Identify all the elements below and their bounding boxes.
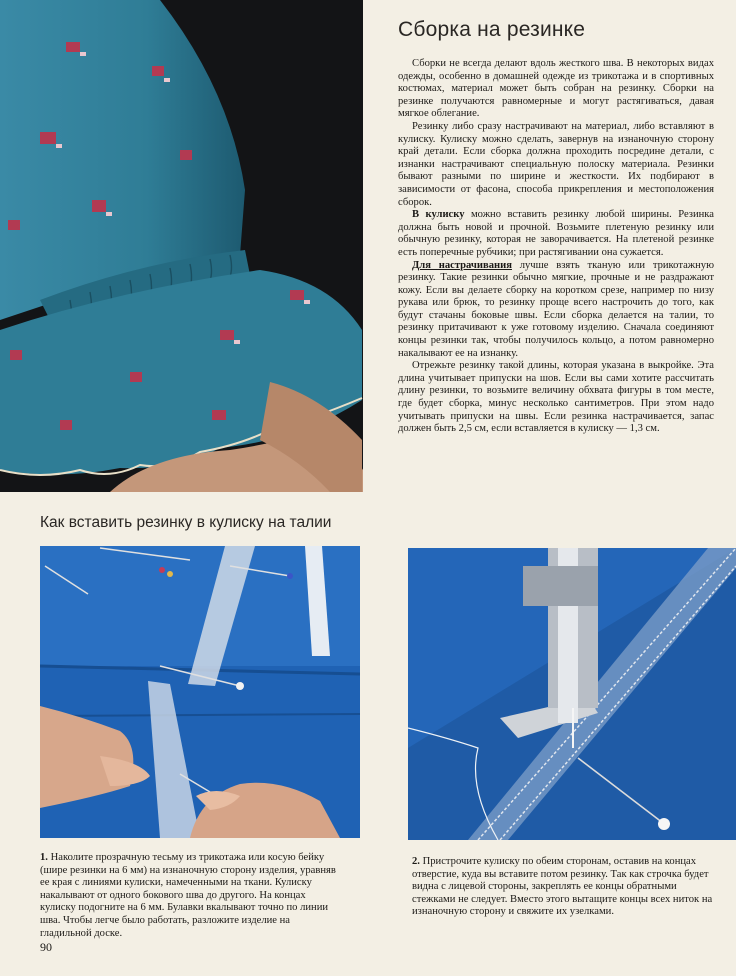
step2-caption [412, 856, 718, 919]
inline-term: Для настрачивания [412, 259, 512, 271]
paragraph-text: можно вставить резинку любой ширины. Резинка должна быть новой и прочной. Возьмите плетеную резинку или обычную резинку, которая не заворачивается. На плетеной резинке есть поперечные рубчики; при растягивании она сужается. [398, 209, 714, 258]
step-number: 2. [412, 856, 420, 867]
step-number: 1. [40, 852, 48, 863]
inline-term: В кулиску [412, 209, 465, 221]
paragraph [398, 209, 714, 259]
sleeve-gathering-photo [0, 0, 363, 492]
paragraph-text: лучше взять тканую или трикотажную резинку. Такие резинки обычно мягкие, прочные и не раздражают кожу. Если вы делаете сборку на коротком срезе, например по низу рукава или брюк, то резинку проще всего настрочить до того, как будут стачаны боковые швы. Если сборка делается на талии, то резинку притачивают к уже готовому изделию. Сначала соединяют концы резинки так, чтобы получилось кольцо, а потом равномерно накалывают ее на изнанку. [398, 259, 714, 359]
step2-sewing-photo [408, 548, 736, 840]
article-body [398, 58, 714, 436]
paragraph: Отрежьте резинку такой длины, которая указана в выкройке. Эта длина учитывает припуски на шов. Если вы сами хотите рассчитать длину резинки, то возьмите величину обхвата фигуры в том месте, где будет сборка, минус несколько сантиметров. При этом надо учитывать припуски на швы. Если резинка настрачивается, запас должен быть 2,5 см, если вставляется в кулиску — 1,3 см. [398, 360, 714, 435]
caption-text: Пристрочите кулиску по обеим сторонам, оставив на концах отверстие, куда вы вставите потом резинку. Так как строчка будет видна с лицевой стороны, закреплять ее концы обратными стежками не следует. Вместо этого вытащите концы всех ниток на изнаночную сторону и свяжите их узелками. [412, 856, 713, 918]
caption-text: Наколите прозрачную тесьму из трикотажа или косую бейку (шире резинки на 6 мм) на изнаночную сторону изделия, уравняв ее края с линиями кулиски, намеченными на ткани. Кулиску накалывают от одного бокового шва до другого. На концах кулиску подогните на 6 мм. Булавки вкалывают точно по линии шва. Чтобы легче было работать, разложите изделие на гладильной доске. [40, 852, 336, 939]
paragraph: Сборки не всегда делают вдоль жесткого шва. В некоторых видах одежды, особенно в домашней одежде из трикотажа и в спортивных костюмах, материал может быть собран на резинку. Сборки на резинке получаются равномерные и могут растягиваться, давая мягкое облегание. [398, 58, 714, 120]
page-title: Сборка на резинке [398, 18, 586, 41]
section-heading: Как вставить резинку в кулиску на талии [40, 514, 332, 531]
page-number: 90 [40, 940, 52, 954]
step1-pinning-photo [40, 546, 360, 838]
paragraph [398, 260, 714, 361]
paragraph: Резинку либо сразу настрачивают на материал, либо вставляют в кулиску. Кулиску можно сделать, завернув на изнаночную сторону край детали. Если сборка должна проходить посредине детали, с изнанки настрачивают специальную полоску материала. Резинки бывают разными по ширине и жесткости. Их подбирают в зависимости от фасона, способа прикрепления и местоположения сборок. [398, 120, 714, 208]
step1-caption [40, 852, 340, 940]
